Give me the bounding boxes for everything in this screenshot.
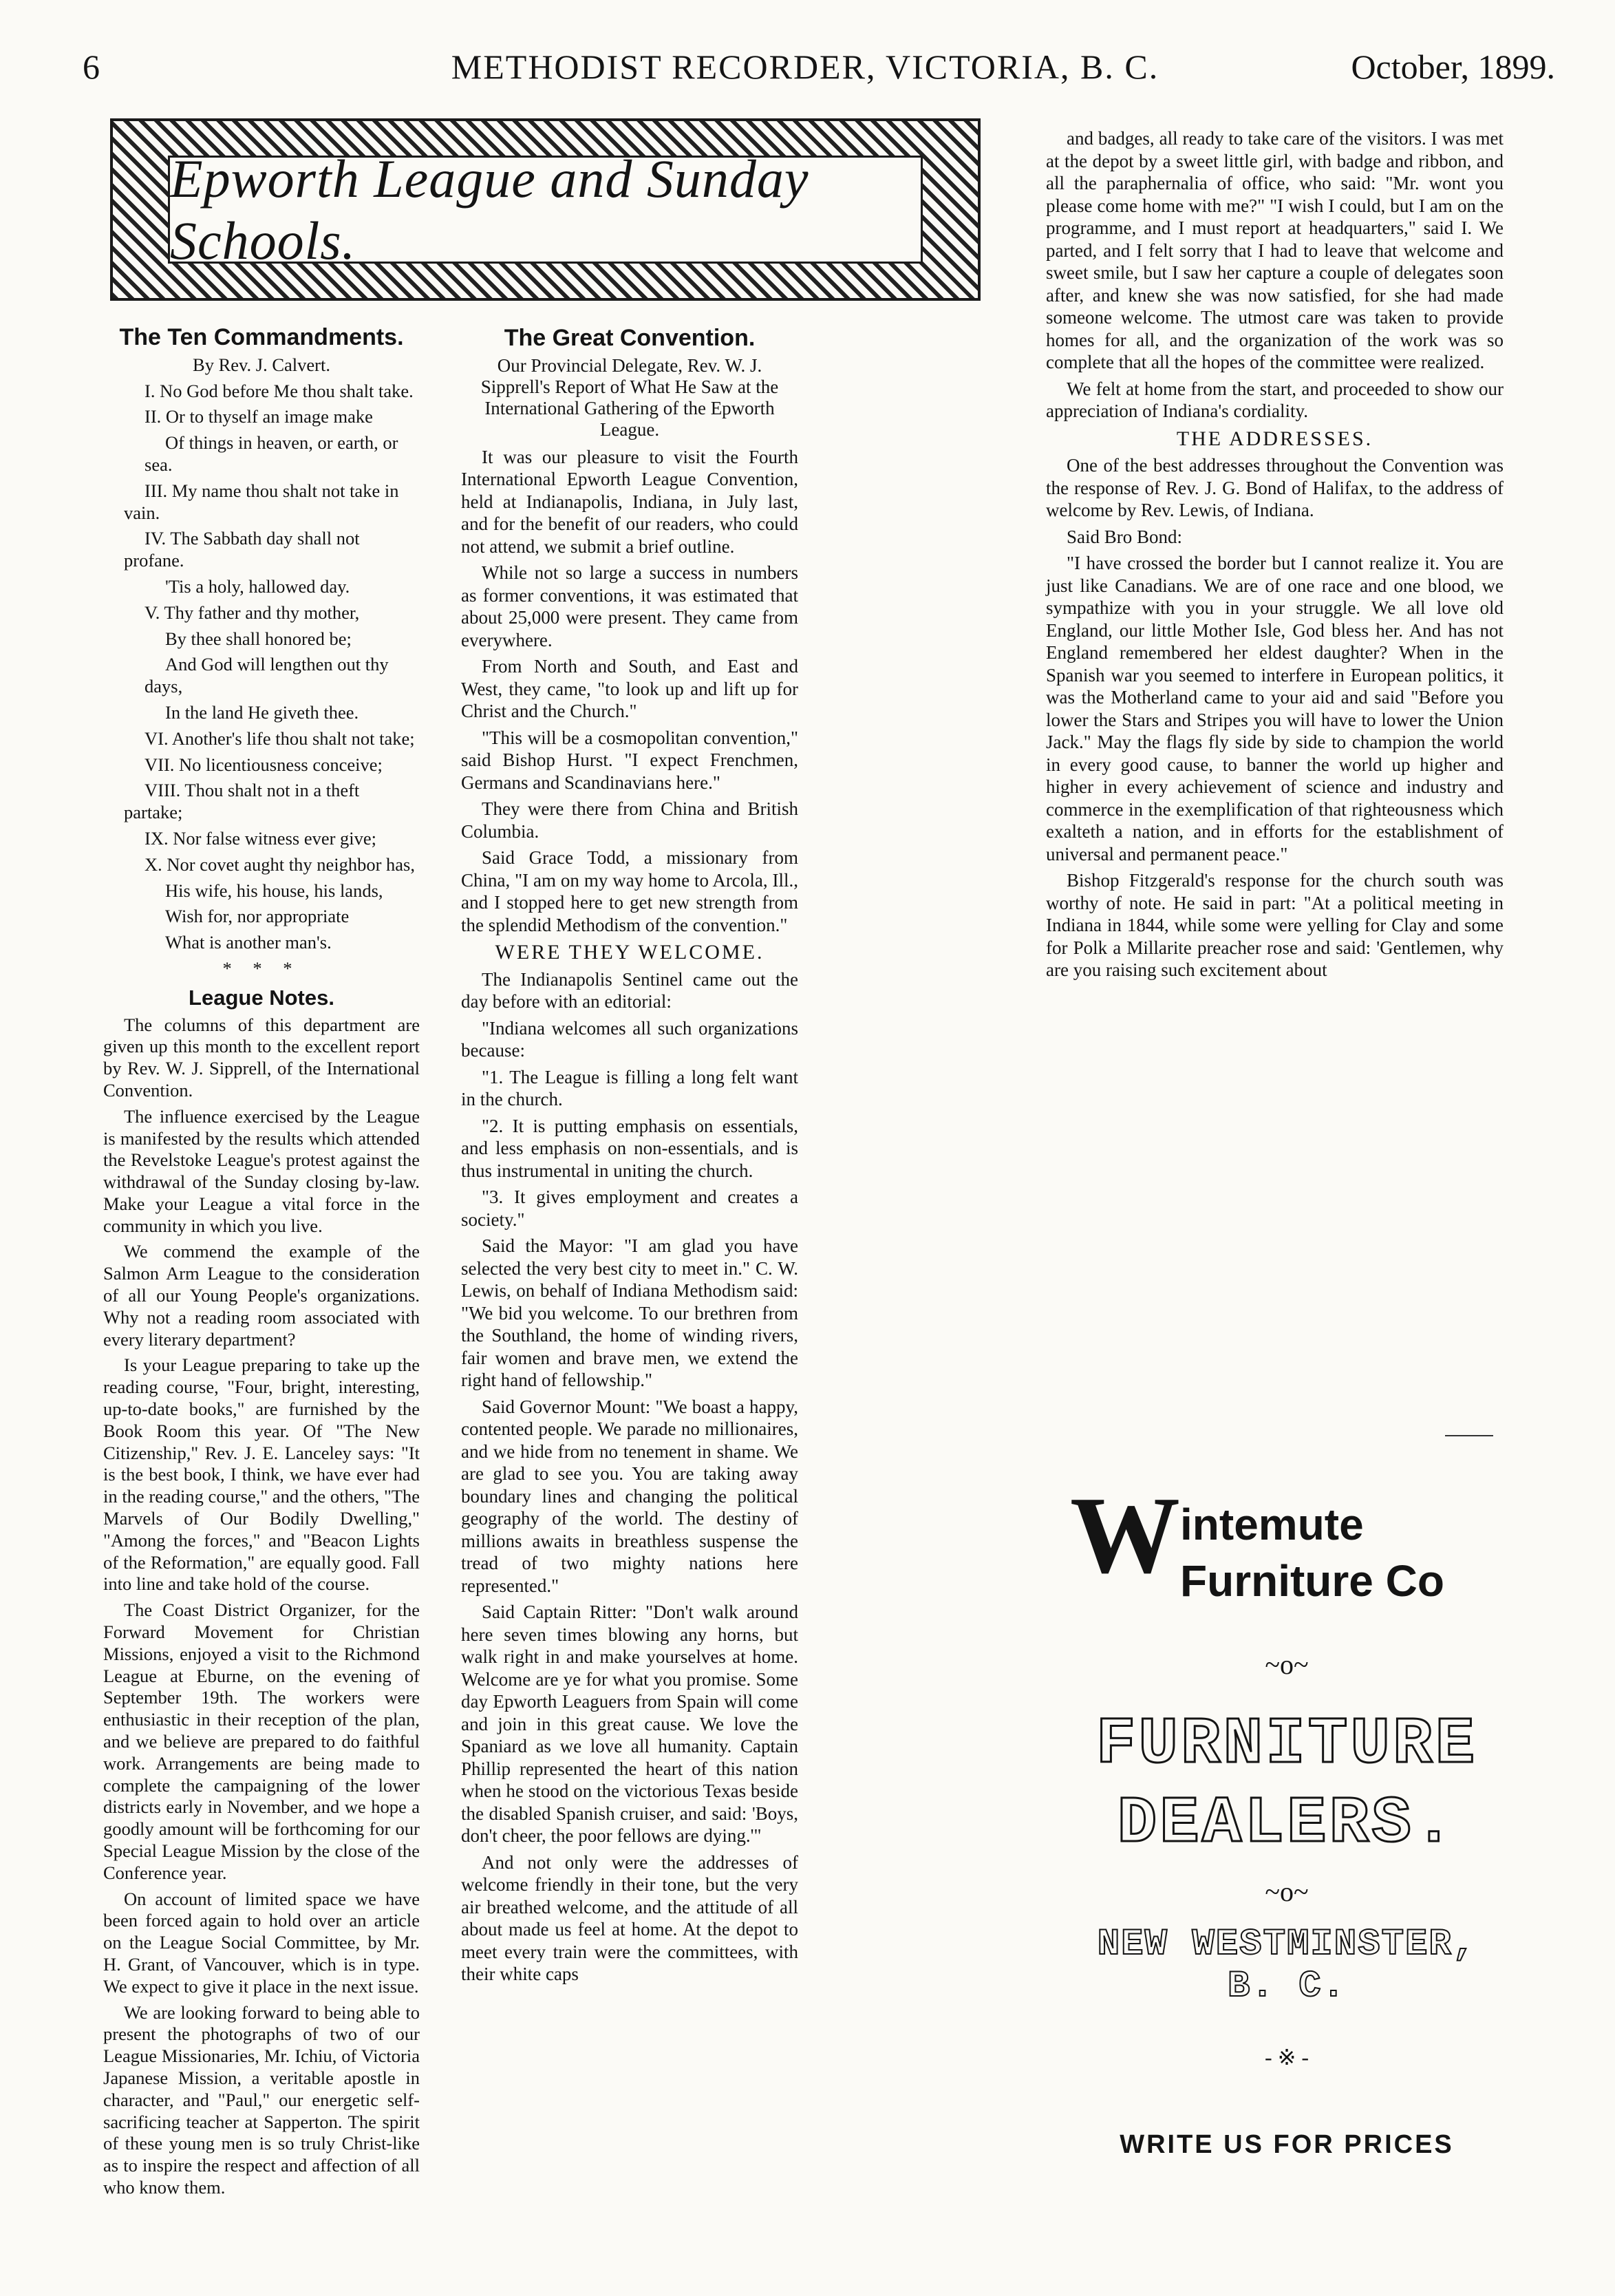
commandment-line: VI. Another's life thou shalt not take; [145,727,415,749]
commandment-line: Of things in heaven, or earth, or sea. [145,432,398,475]
commandment-line: VIII. Thou shalt not in a theft partake; [124,780,360,823]
commandment-line: III. My name thou shalt not take in vain. [124,480,399,523]
article-paragraph: One of the best addresses throughout the Convention was the response of Rev. J. G. Bond of Halifax, to the address of welcome by Rev. Lewis, of Indiana. [1046,455,1504,520]
banner-panel [168,148,923,270]
article-paragraph: And not only were the addresses of welcome friendly in their tone, but the very air breathed welcome, and the attitude of all about made us feel at home. At the depot to meet every train were the committees, with their white caps [461,1851,798,1984]
commandment-line: In the land He giveth thee. [165,701,359,723]
divider-rule [1445,1435,1493,1436]
commandments-title: The Ten Commandments. [119,324,404,350]
league-notes [103,1014,420,2199]
article-paragraph: "I have crossed the border but I cannot realize it. You are just like Canadians. We are of one race and one blood, we sympathize with you in your struggle. We all love old England, our little Mother Isle, God bless her. And has not England remembered her eldest daughter? When in the Spanish war you seemed to interfere in European politics, it was the Motherland came to your aid and said "Before you lower the Stars and Stripes you will have to lower the Union Jack." May the flags fly side by side to champion the world in every good cause, to banner the world up higher and higher in every achievement of science and industry and commerce in the exemplification of that righteousness which exalteth a nation, and in efforts for the establishment of universal and permanent peace." [1046,553,1504,864]
article-paragraph: From North and South, and East and West, they came, "to look up and lift up for Christ and the Church." [461,656,798,721]
furniture-advertisement [1063,1474,1510,2175]
issue-date: October, 1899. [1351,47,1555,86]
article-paragraph: "This will be a cosmopolitan convention," said Bishop Hurst. "I expect Frenchmen, Germans and Scandinavians here." [461,727,798,793]
commandments-list [103,381,420,954]
commandment-line: II. Or to thyself an image make [145,406,373,427]
ad-company-name-1: intemute [1180,1500,1364,1549]
league-note-paragraph: We are looking forward to being able to present the photographs of two of our League Missionaries, Mr. Ichiu, of Victoria Japanese Mission, a veritable apostle in character, and "Paul," our energetic self-sacrificing teacher at Sapperton. The spirit of these young men is so truly Christ-like as to inspire the respect and affection of all who know them. [103,2001,420,2198]
league-note-paragraph: The Coast District Organizer, for the Forward Movement for Christian Missions, enjoyed a visit to the Richmond League at Eburne, on the evening of September 19th. The workers were enthusiastic in their reception of the plan, and we believe are prepared to do faithful work. Arrangements are being made to complete the campaigning of the lower districts early in November, and we hope a goodly amount will be forthcoming for our Special League Mission by the close of the Conference year. [103,1599,420,1883]
ad-initial: W [1070,1474,1180,1596]
league-note-paragraph: The influence exercised by the League is manifested by the results which attended the Revelstoke League's protest against the withdrawal of the Sunday closing by-law. Make your League a vital force in the community in which you live. [103,1105,420,1236]
article-paragraph: "2. It is putting emphasis on essentials, and less emphasis on non-essentials, and is thus instrumental in uniting the church. [461,1115,798,1181]
commandment-line: I. No God before Me thou shalt take. [145,380,414,401]
commandment-line: What is another man's. [165,932,332,953]
convention-subhead: Our Provincial Delegate, Rev. W. J. Sipprell's Report of What He Saw at the International Gathering of the Epworth League. [480,354,779,440]
column-3 [1046,127,1504,986]
ad-city: NEW WESTMINSTER, B. C. [1097,1924,1477,2008]
section-banner [110,118,981,301]
commandments-byline: By Rev. J. Calvert. [193,354,330,375]
ad-call-to-action: WRITE US FOR PRICES [1120,2130,1454,2159]
league-note-paragraph: Is your League preparing to take up the reading course, "Four, bright, interesting, up-to-date books," are furnished by the Book Room this year. Of "The New Citizenship," Rev. J. E. Lanceley says: "It is the best book, I think, we have ever had in the reading course," and the others, "The Marvels of Our Bodily Dwelling," "Among the forces," and "Beacon Lights of the Reformation," are equally good. Fall into line and take hold of the course. [103,1354,420,1595]
ornament-icon: ~o~ [1265,1649,1309,1680]
addresses-heading: THE ADDRESSES. [1176,427,1373,450]
league-note-paragraph: On account of limited space we have been forced again to hold over an article on the League Social Committee, by Mr. H. Grant, of Vancouver, which is in type. We expect to give it place in the next issue. [103,1888,420,1997]
commandment-line: By thee shall honored be; [165,628,352,649]
column-1 [103,324,420,2203]
continued-text-1 [1046,127,1504,423]
convention-text-2 [461,968,798,1986]
masthead [41,21,1569,96]
article-paragraph: "1. The League is filling a long felt want in the church. [461,1066,798,1109]
league-note-paragraph: We commend the example of the Salmon Arm League to the consideration of all our Young People's organizations. Why not a reading room associated with every literary department? [103,1241,420,1350]
article-paragraph: Said Governor Mount: "We boast a happy, contented people. We parade no millionaires, and we hide from no tenement in shame. We are glad to see you. You are taking away boundary lines and changing the political geography of the world. The destiny of millions awaits in breathless suspense the tread of two mighty nations here represented." [461,1396,798,1596]
article-paragraph: They were there from China and British Columbia. [461,798,798,842]
article-paragraph: It was our pleasure to visit the Fourth International Epworth League Convention, held at Indianapolis, Indiana, in July last, and for the benefit of our readers, who could not attend, we submit a brief outline. [461,446,798,557]
ad-line-furniture: FURNITURE [1095,1707,1478,1782]
ad-line-dealers: DEALERS. [1117,1786,1457,1861]
article-paragraph: "3. It gives employment and creates a society." [461,1187,798,1230]
ornament-icon: ~o~ [1265,1876,1309,1907]
publication-title: METHODIST RECORDER, VICTORIA, B. C. [451,47,1159,86]
article-paragraph: and badges, all ready to take care of the visitors. I was met at the depot by a sweet little girl, with badge and ribbon, and all the paraphernalia of office, who said: "Mr. wont you please come home with me?" "I wish I could, but I am on the programme, and I must report at headquarters," said I. We parted, and I felt sorry that I had to leave that welcome and sweet smile, but I saw her capture a couple of delegates soon after, and knew she was now satisfied, for she had made someone welcome. The utmost care was taken to provide homes for all, and the organization of the work was so complete that all the hopes of the committee were realized. [1046,128,1504,372]
league-notes-title: League Notes. [189,985,334,1010]
convention-title: The Great Convention. [504,325,756,351]
welcome-heading: WERE THEY WELCOME. [495,941,764,964]
commandment-line: V. Thy father and thy mother, [145,602,360,623]
commandment-line: His wife, his house, his lands, [165,880,383,901]
ad-company-name-2: Furniture Co [1180,1556,1444,1606]
page-number: 6 [83,47,100,86]
article-paragraph: While not so large a success in numbers as former conventions, it was estimated that about 25,000 were present. They came from everywhere. [461,562,798,650]
article-paragraph: We felt at home from the start, and proceeded to show our appreciation of Indiana's cordiality. [1046,378,1504,421]
section-divider: * * * [222,957,301,979]
banner-title: Epworth League and Sunday Schools. [170,148,809,270]
commandment-line: Wish for, nor appropriate [165,906,350,927]
commandment-line: 'Tis a holy, hallowed day. [165,575,350,597]
commandment-line: IX. Nor false witness ever give; [145,827,377,849]
continued-text-2 [1046,454,1504,981]
commandment-line: And God will lengthen out thy days, [145,654,389,697]
commandment-line: VII. No licentiousness conceive; [145,754,383,775]
article-paragraph: Said Grace Todd, a missionary from China, "I am on my way home to Arcola, Ill., and I stopped here to get new strength from the splendid Methodism of the convention." [461,847,798,935]
column-2 [461,327,798,1990]
article-paragraph: Said Bro Bond: [1067,526,1183,547]
league-note-paragraph: The columns of this department are given up this month to the excellent report by Rev. W. J. Sipprell, of the International Convention. [103,1014,420,1101]
convention-text-1 [461,446,798,937]
commandment-line: IV. The Sabbath day shall not profane. [124,528,360,571]
ornament-icon: - ※ - [1264,2045,1309,2070]
article-paragraph: Said the Mayor: "I am glad you have selected the very best city to meet in." C. W. Lewis, on behalf of Indiana Methodism said: "We bid you welcome. To our brethren from the Southland, the home of winding rivers, fair women and brave men, we extend the right hand of fellowship." [461,1235,798,1390]
commandment-line: X. Nor covet aught thy neighbor has, [145,853,415,875]
article-paragraph: The Indianapolis Sentinel came out the day before with an editorial: [461,968,798,1012]
article-paragraph: Bishop Fitzgerald's response for the church south was worthy of note. He said in part: "At a political meeting in Indiana in 1844, while some were yelling for Clay and some for Polk a Millarite preacher rose and said: 'Gentlemen, why are you raising such excitement about [1046,870,1504,980]
article-paragraph: "Indiana welcomes all such organizations because: [461,1017,798,1061]
article-paragraph: Said Captain Ritter: "Don't walk around here seven times blowing any horns, but walk right in and make yourselves at home. Welcome are ye for what you promise. Some day Epworth Leaguers from Spain will come and join in this great cause. We love the Spaniard as we love all humanity. Captain Phillip represented the heart of this nation when he stood on the victorious Texas beside the disabled Spanish cruiser, and said: 'Boys, don't cheer, the poor fellows are dying.'" [461,1602,798,1846]
